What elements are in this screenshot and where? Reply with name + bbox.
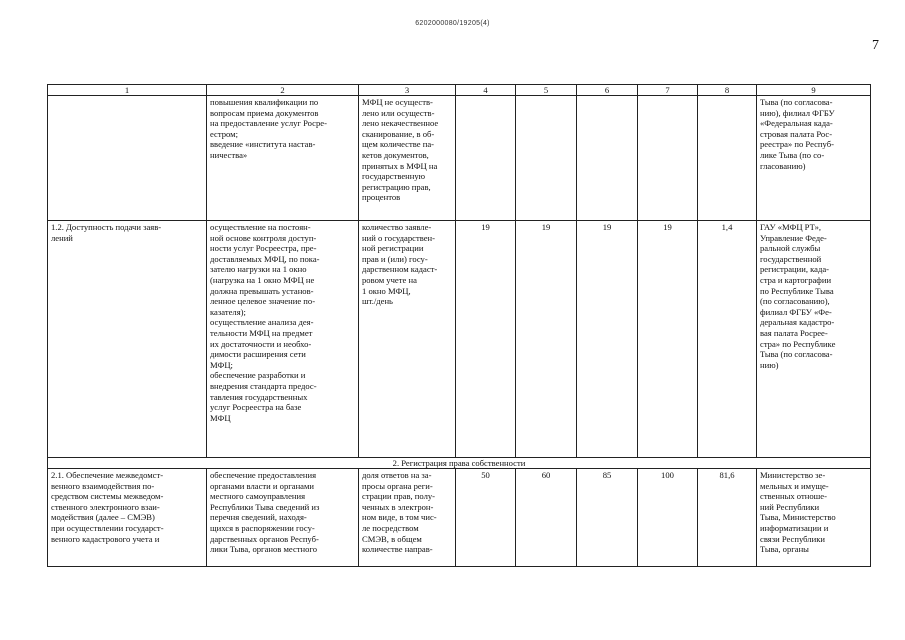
row3-value-5: 60 bbox=[516, 469, 577, 567]
row2-value-5: 19 bbox=[516, 221, 577, 458]
row1-measure bbox=[48, 96, 207, 221]
row1-value-5 bbox=[516, 96, 577, 221]
header-cell-6: 6 bbox=[577, 85, 638, 96]
row2-measure: 1.2. Доступность подачи заяв- лений bbox=[48, 221, 207, 458]
row2-value-8: 1,4 bbox=[698, 221, 757, 458]
header-cell-4: 4 bbox=[456, 85, 516, 96]
row3-value-8: 81,6 bbox=[698, 469, 757, 567]
row2-value-4: 19 bbox=[456, 221, 516, 458]
row2-value-6: 19 bbox=[577, 221, 638, 458]
row2-responsible: ГАУ «МФЦ РТ», Управление Феде- ральной службы государственной регистрации, када- стра и картографии по Республике Тыва (по согласованию), филиал ФГБУ «Фе- деральная кадастро- вая палата Росрее- стра» по Республике Тыва (по согласова- нию) bbox=[757, 221, 871, 458]
header-cell-9: 9 bbox=[757, 85, 871, 96]
row1-value-7 bbox=[638, 96, 698, 221]
section-row bbox=[48, 458, 871, 469]
header-cell-7: 7 bbox=[638, 85, 698, 96]
row3-value-4: 50 bbox=[456, 469, 516, 567]
table-row bbox=[48, 469, 871, 567]
row1-responsible: Тыва (по согласова- нию), филиал ФГБУ «Федеральная када- стровая палата Рос- реестра» по Респуб- лике Тыва (по со- гласованию) bbox=[757, 96, 871, 221]
table-row bbox=[48, 221, 871, 458]
header-row bbox=[48, 85, 871, 96]
document-id: 6202000080/19205(4) bbox=[415, 20, 490, 27]
row3-indicator: доля ответов на за- просы органа реги- страции прав, полу- ченных в электрон- ном виде, в том чис- ле посредством СМЭВ, в общем количестве направ- bbox=[359, 469, 456, 567]
header-cell-2: 2 bbox=[207, 85, 359, 96]
row3-value-7: 100 bbox=[638, 469, 698, 567]
row1-indicator: МФЦ не осуществ- лено или осуществ- лено некачественное сканирование, в об- щем количестве па- кетов документов, принятых в МФЦ на государственную регистрацию прав, процентов bbox=[359, 96, 456, 221]
row1-value-6 bbox=[577, 96, 638, 221]
header-cell-8: 8 bbox=[698, 85, 757, 96]
row1-value-8 bbox=[698, 96, 757, 221]
table-row bbox=[48, 96, 871, 221]
section-title: 2. Регистрация права собственности bbox=[48, 458, 871, 469]
page-number: 7 bbox=[872, 38, 879, 53]
row1-actions: повышения квалификации по вопросам приема документов на предоставление услуг Росре- естром; введение «института настав- ничества» bbox=[207, 96, 359, 221]
header-cell-3: 3 bbox=[359, 85, 456, 96]
row3-responsible: Министерство зе- мельных и имуще- ственных отноше- ний Республики Тыва, Министерство информатизации и связи Республики Тыва, органы bbox=[757, 469, 871, 567]
row2-actions: осуществление на постоян- ной основе контроля доступ- ности услуг Росреестра, пре- доставляемых МФЦ, по пока- зателю нагрузки на 1 окно (нагрузка на 1 окно МФЦ не должна превышать установ- ленное целевое значение по- казателя); осуществление анализа дея- тельности МФЦ на предмет их достаточности и необхо- димости расширения сети МФЦ; обеспечение разработки и внедрения стандарта предос- тавления государственных услуг Росреестра на базе МФЦ bbox=[207, 221, 359, 458]
row1-value-4 bbox=[456, 96, 516, 221]
header-cell-5: 5 bbox=[516, 85, 577, 96]
row3-actions: обеспечение предоставления органами власти и органами местного самоуправления Республики Тыва сведений из перечня сведений, находя- щихся в распоряжении госу- дарственных органов Респуб- лики Тыва, органов местного bbox=[207, 469, 359, 567]
row2-value-7: 19 bbox=[638, 221, 698, 458]
plan-table bbox=[47, 84, 871, 567]
row3-value-6: 85 bbox=[577, 469, 638, 567]
header-cell-1: 1 bbox=[48, 85, 207, 96]
row2-indicator: количество заявле- ний о государствен- ной регистрации прав и (или) госу- дарственном кадаст- ровом учете на 1 окно МФЦ, шт./день bbox=[359, 221, 456, 458]
row3-measure: 2.1. Обеспечение межведомст- венного взаимодействия по- средством системы межведом- ственного электронного взаи- модействия (далее – СМЭВ) при осуществлении государст- венного кадастрового учета и bbox=[48, 469, 207, 567]
